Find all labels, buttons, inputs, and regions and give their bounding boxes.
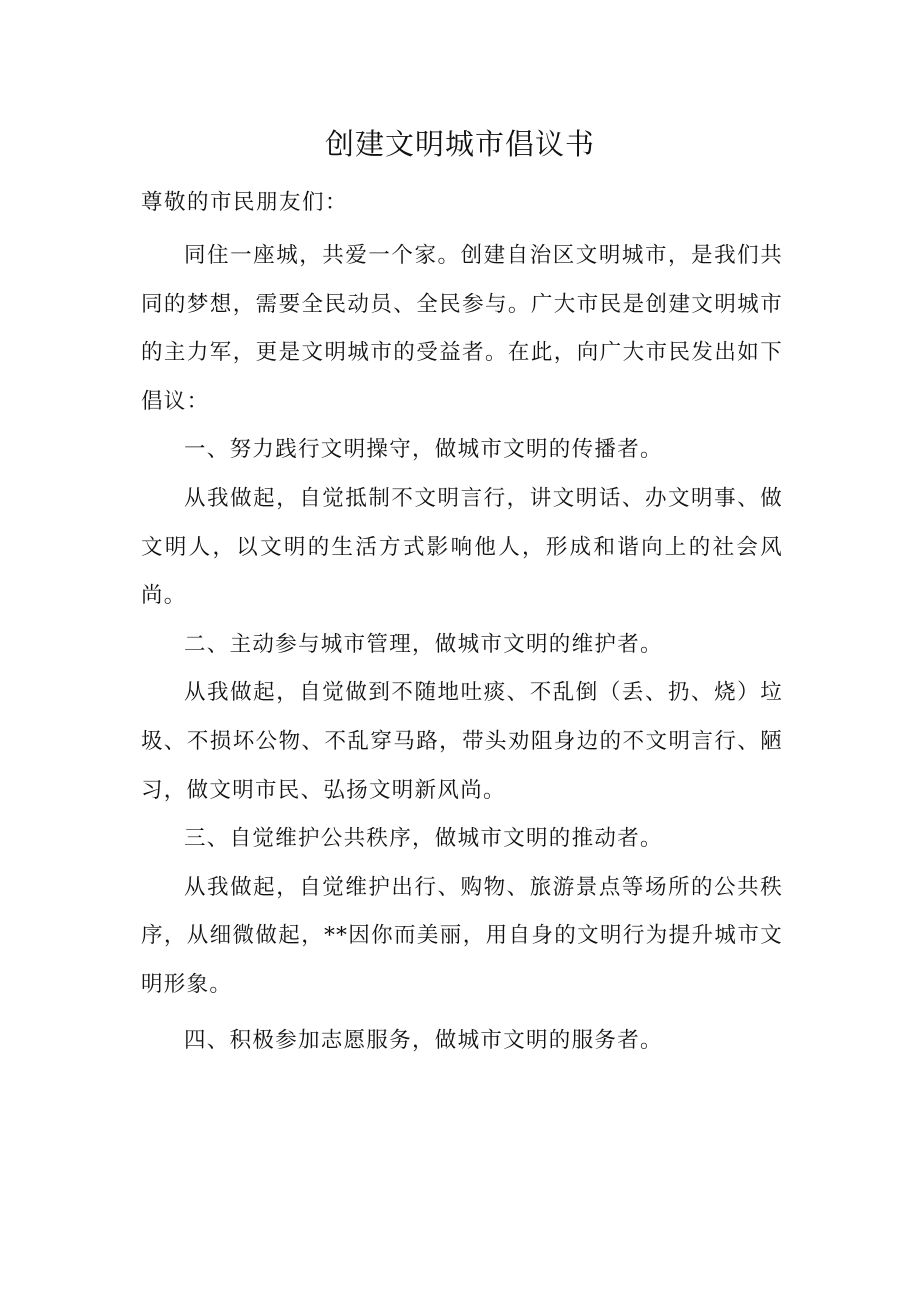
paragraph-item-3: 从我做起，自觉维护出行、购物、旅游景点等场所的公共秩序，从细微做起，**因你而美丽，用自身的文明行为提升城市文明形象。 [141, 874, 783, 997]
document-body [141, 232, 783, 1065]
page-title: 创建文明城市倡议书 [324, 127, 595, 161]
heading-item-3: 三、自觉维护公共秩序，做城市文明的推动者。 [184, 826, 663, 852]
paragraph-item-1: 从我做起，自觉抵制不文明言行，讲文明话、办文明事、做文明人，以文明的生活方式影响他人，形成和谐向上的社会风尚。 [141, 485, 783, 609]
salutation: 尊敬的市民朋友们： [141, 190, 349, 215]
paragraph-item-2: 从我做起，自觉做到不随地吐痰、不乱倒（丢、扔、烧）垃圾、不损坏公物、不乱穿马路，带头劝阻身边的不文明言行、陋习，做文明市民、弘扬文明新风尚。 [141, 680, 783, 803]
heading-item-4: 四、积极参加志愿服务，做城市文明的服务者。 [184, 1027, 663, 1053]
heading-item-2: 二、主动参与城市管理，做城市文明的维护者。 [184, 631, 663, 657]
heading-item-1: 一、努力践行文明操守，做城市文明的传播者。 [184, 437, 663, 463]
paragraph-intro: 同住一座城，共爱一个家。创建自治区文明城市，是我们共同的梦想，需要全民动员、全民参与。广大市民是创建文明城市的主力军，更是文明城市的受益者。在此，向广大市民发出如下倡议： [141, 243, 783, 414]
